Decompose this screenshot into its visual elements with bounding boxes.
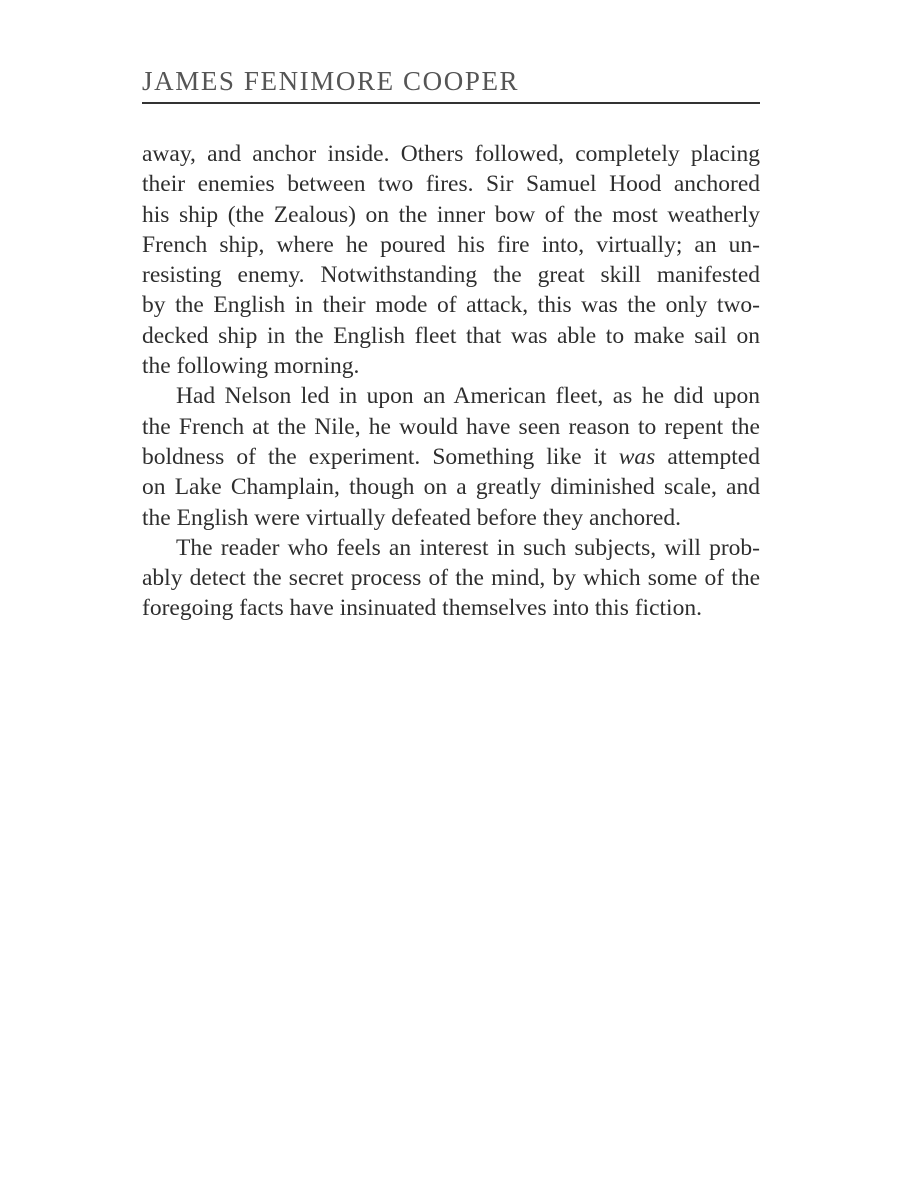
- text-line: their enemies between two fires. Sir Samuel Hood anchored: [142, 171, 760, 198]
- text-line: resisting enemy. Notwithstanding the great skill manifested: [142, 262, 760, 289]
- text-line: The reader who feels an interest in such subjects, will prob-: [176, 534, 760, 561]
- body-text: [142, 139, 760, 624]
- paragraph-2: [142, 381, 760, 532]
- author-name: JAMES FENIMORE COOPER: [142, 66, 520, 96]
- text-line: ably detect the secret process of the mind, by which some of the: [142, 565, 760, 592]
- paragraph-3: [142, 533, 760, 624]
- text-line: the following morning.: [142, 353, 360, 380]
- text-line: by the English in their mode of attack, this was the only two-: [142, 292, 760, 319]
- italic-word: was: [618, 443, 656, 470]
- book-page: [142, 0, 760, 1200]
- running-header: [142, 66, 760, 104]
- text-line: the French at the Nile, he would have seen reason to repent the: [142, 413, 760, 440]
- text-line: foregoing facts have insinuated themselves into this fiction.: [142, 595, 702, 622]
- text-line: the English were virtually defeated before they anchored.: [142, 504, 681, 531]
- text-line: decked ship in the English fleet that was able to make sail on: [142, 322, 760, 349]
- text-line: away, and anchor inside. Others followed, completely placing: [142, 141, 760, 167]
- text-line: Had Nelson led in upon an American fleet, as he did upon: [176, 383, 760, 410]
- text-segment: attempted: [655, 443, 760, 470]
- paragraph-1: [142, 139, 760, 381]
- text-line: French ship, where he poured his fire into, virtually; an un-: [142, 231, 760, 258]
- text-line: his ship (the Zealous) on the inner bow of the most weatherly: [142, 201, 760, 228]
- text-line-with-italic: [142, 442, 760, 472]
- text-line: on Lake Champlain, though on a greatly diminished scale, and: [142, 474, 760, 501]
- text-segment: boldness of the experiment. Something like it: [142, 443, 619, 470]
